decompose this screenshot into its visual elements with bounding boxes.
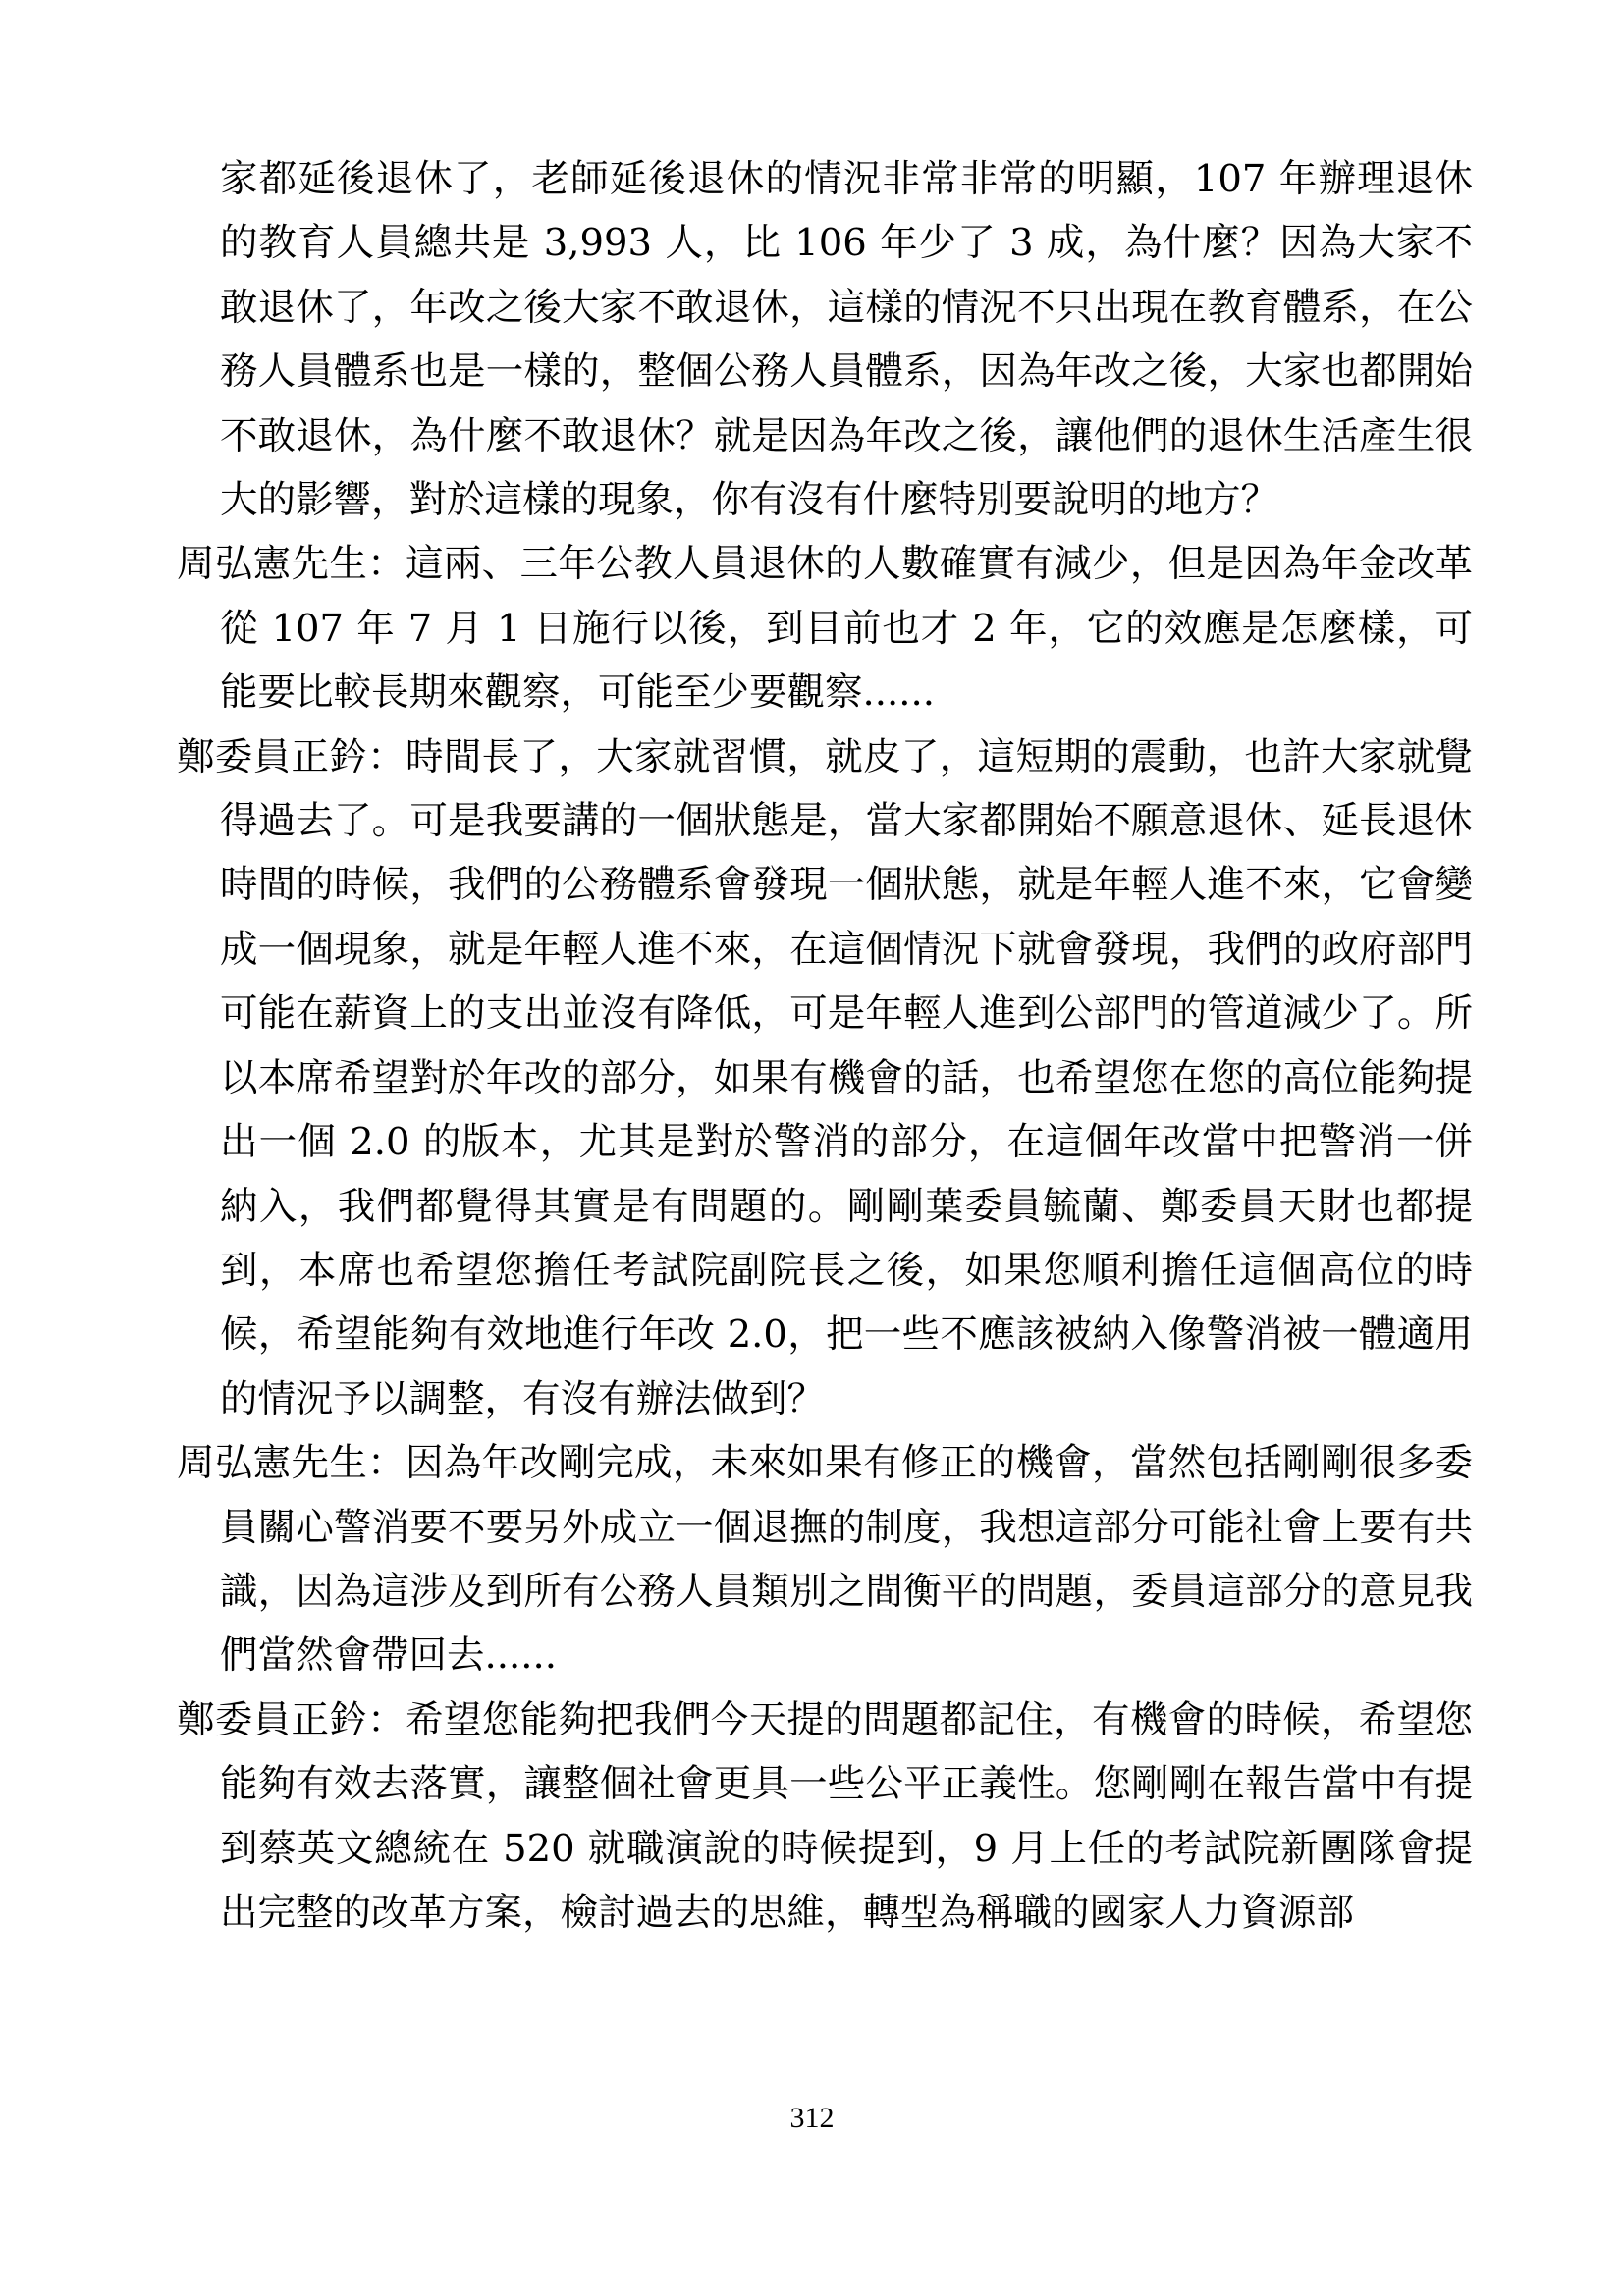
speech-paragraph	[177, 1431, 1473, 1688]
speech-text: 時間長了，大家就習慣，就皮了，這短期的震動，也許大家就覺得過去了。可是我要講的一個狀態是，當大家都開始不願意退休、延長退休時間的時候，我們的公務體系會發現一個狀態，就是年輕人進不來，它會變成一個現象，就是年輕人進不來，在這個情況下就會發現，我們的政府部門可能在薪資上的支出並沒有降低，可是年輕人進到公部門的管道減少了。所以本席希望對於年改的部分，如果有機會的話，也希望您在您的高位能夠提出一個 2.0 的版本，尤其是對於警消的部分，在這個年改當中把警消一併納入，我們都覺得其實是有問題的。剛剛葉委員毓蘭、鄭委員天財也都提到，本席也希望您擔任考試院副院長之後，如果您順利擔任這個高位的時候，希望能夠有效地進行年改 2.0，把一些不應該被納入像警消被一體適用的情況予以調整，有沒有辦法做到？	[220, 734, 1473, 1421]
paragraph-text: 家都延後退休了，老師延後退休的情況非常非常的明顯，107 年辦理退休的教育人員總共是 3,993 人，比 106 年少了 3 成，為什麼？因為大家不敢退休了，年改之後大家不敢退休，這樣的情況不只出現在教育體系，在公務人員體系也是一樣的，整個公務人員體系，因為年改之後，大家也都開始不敢退休，為什麼不敢退休？就是因為年改之後，讓他們的退休生活產生很大的影響，對於這樣的現象，你有沒有什麼特別要說明的地方？	[220, 157, 1473, 523]
speech-text: 這兩、三年公教人員退休的人數確實有減少，但是因為年金改革從 107 年 7 月 1 日施行以後，到目前也才 2 年，它的效應是怎麼樣，可能要比較長期來觀察，可能至少要觀察......	[220, 542, 1473, 716]
speaker-name: 鄭委員正鈐：	[177, 1697, 406, 1742]
speech-text: 因為年改剛完成，未來如果有修正的機會，當然包括剛剛很多委員關心警消要不要另外成立一個退撫的制度，我想這部分可能社會上要有共識，因為這涉及到所有公務人員類別之間衡平的問題，委員這部分的意見我們當然會帶回去......	[220, 1441, 1473, 1679]
speech-paragraph	[177, 725, 1473, 1431]
page-number: 312	[789, 2102, 835, 2134]
speaker-name: 周弘憲先生：	[177, 1441, 406, 1486]
speech-text: 希望您能夠把我們今天提的問題都記住，有機會的時候，希望您能夠有效去落實，讓整個社會更具一些公平正義性。您剛剛在報告當中有提到蔡英文總統在 520 就職演說的時候提到，9 月上任的考試院新團隊會提出完整的改革方案，檢討過去的思維，轉型為稱職的國家人力資源部	[220, 1697, 1473, 1935]
transcript-body	[177, 147, 1473, 1945]
speaker-name: 周弘憲先生：	[177, 542, 406, 587]
speech-paragraph	[177, 1688, 1473, 1946]
speaker-name: 鄭委員正鈐：	[177, 734, 406, 779]
speech-paragraph	[177, 532, 1473, 724]
paragraph-continuation	[177, 147, 1473, 532]
